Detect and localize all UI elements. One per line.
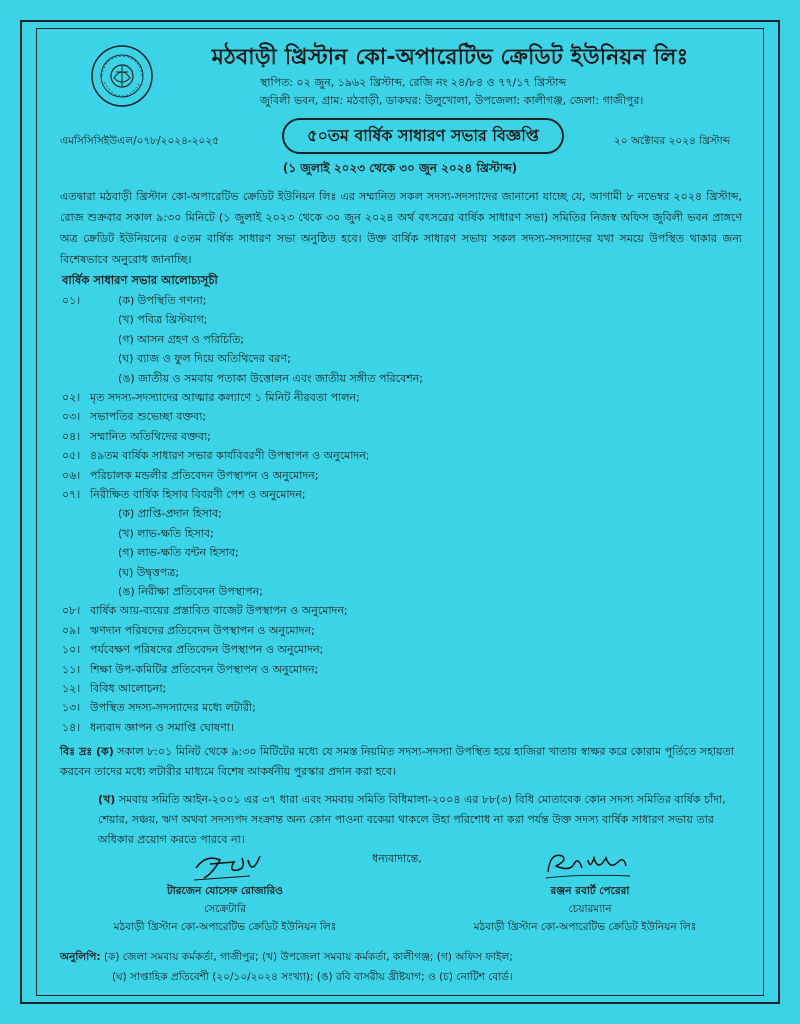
- copies-text-1: (ক) জেলা সমবায় কর্মকর্তা, গাজীপুর; (খ) উপজেলা সমবায় কর্মকর্তা, কালীগঞ্জ; (গ) অফিস ফাইল;: [103, 951, 513, 963]
- agenda-item-number: ০২।: [62, 391, 81, 404]
- intro-paragraph: এতদ্বারা মঠবাড়ী খ্রিস্টান কো-অপারেটিভ ক্রেডিট ইউনিয়ন লিঃ এর সম্মানিত সকল সদস্য-সদস্যাদের জানানো যাচ্ছে যে, আগামী ৮ নভেম্বর ২০২৪ খ্রিস্টাব্দ, রোজ শুক্রবার সকাল ৯:৩০ মিনিটে (১ জুলাই ২০২৩ থেকে ৩০ জুন ২০২৪ অর্থ বৎসরের বার্ষিক সাধারণ সভা) সমিতির নিজস্ব অফিস জুবিলী ভবন প্রাঙ্গণে অত্র ক্রেডিট ইউনিয়নের ৫০তম বার্ষিক সাধারণ সভা অনুষ্ঠিত হবে। উক্ত বার্ষিক সাধারণ সভায় সকল সদস্য-সদস্যাদের যথা সময়ে উপস্থিত থাকার জন্য বিশেষভাবে অনুরোধ জানাচ্ছি।: [60, 190, 742, 266]
- agenda-sub-item: (ক) প্রাপ্তি-প্রদান হিসাব;: [118, 507, 222, 521]
- agenda-item-text: ৪৯তম বার্ষিক সাধারণ সভার কার্যবিবরণী উপস্থাপন ও অনুমোদন;: [90, 449, 370, 463]
- agenda-item-number: ০৪।: [62, 429, 81, 443]
- chairman-signature: [540, 846, 640, 882]
- notice-title-banner: [282, 118, 564, 154]
- agenda-item-text: সম্মানিত অতিথিদের বক্তব্য;: [90, 429, 211, 443]
- copies-line-2: (ঘ) সাপ্তাহিক প্রতিবেশী (২০/১০/২০২৪ সংখ্যা); (ঙ) রবি বাসরীয় খ্রীষ্টযাগ; ও (চ) নোটিশ বোর্ড।: [112, 971, 513, 983]
- agenda-item-number: ০৯।: [62, 623, 81, 637]
- agenda-item-text: সভাপতির শুভেচ্ছা বক্তব্য;: [90, 410, 207, 424]
- secretary-org: মঠবাড়ী খ্রিস্টান কো-অপারেটিভ ক্রেডিট ইউনিয়ন লিঃ: [113, 921, 337, 933]
- agenda-item-text: উপস্থিত সদস্য-সদস্যাদের মধ্যে লটারী;: [90, 701, 256, 715]
- org-logo-seal: [90, 44, 154, 108]
- agenda-sub-item: (ঘ) উদ্বৃত্তপত্র;: [118, 565, 180, 579]
- agenda-item-text: বিবিধ আলোচনা;: [90, 682, 167, 695]
- agenda-item-number: ১২।: [62, 682, 81, 695]
- agenda-sub-item: (খ) লাভ-ক্ষতি হিসাব;: [118, 526, 214, 540]
- agenda-item-text: নিরীক্ষিত বার্ষিক হিসাব বিবরণী পেশ ও অনুমোদন;: [90, 488, 306, 501]
- note-a: [60, 742, 740, 782]
- agenda-item-number: ০৩।: [62, 410, 81, 424]
- note-a-text: সকাল ৮:০১ মিনিট থেকে ৯:৩০ মিটিটের মধ্যে যে সমস্ত নিয়মিত সদস্য-সদস্যা উপস্থিত হয়ে হাজিরা খাতায় স্বাক্ষর করে কোরাম পূর্তিতে সহায়তা করবেন তাদের মধ্যে লটারীর মাধ্যমে বিশেষ আকর্ষনীয় পুরস্কার প্রদান করা হবে।: [60, 745, 734, 778]
- chairman-role: চেয়ারম্যান: [568, 903, 612, 915]
- agenda-sub-item: (ঙ) নিরীক্ষা প্রতিবেদন উপস্থাপন;: [118, 585, 263, 598]
- agenda-item-number: ০৭।: [62, 488, 81, 501]
- notice-title: ৫০তম বার্ষিক সাধারণ সভার বিজ্ঞপ্তি: [307, 125, 539, 145]
- closing-text: ধন্যবাদান্তে,: [372, 852, 422, 865]
- agenda-item-text: শিক্ষা উপ-কমিটির প্রতিবেদন উপস্থাপন ও অনুমোদন;: [90, 662, 319, 676]
- note-b-label: (খ): [98, 793, 116, 806]
- agenda-item-number: ০৮।: [62, 604, 81, 618]
- agenda-heading: বার্ষিক সাধারণ সভার আলোচ্যসূচী: [62, 273, 218, 287]
- agenda-item-text: ঋণদান পরিষদের প্রতিবেদন উপস্থাপন ও অনুমোদন;: [90, 623, 315, 637]
- reference-number: এমসিসিসিইউএল/০৭৮/২০২৪-২০২৫: [60, 135, 220, 147]
- agenda-sub-item: (ঙ) জাতীয় ও সমবায় পতাকা উত্তোলন এবং জাতীয় সঙ্গীত পরিবেশন;: [118, 371, 423, 385]
- agenda-item-number: ০৫।: [62, 449, 81, 463]
- note-b: [98, 790, 740, 850]
- agenda-item-text: পরিচালক মন্ডলীর প্রতিবেদন উপস্থাপন ও অনুমোদন;: [90, 468, 319, 482]
- establishment-line: স্থাপিত: ০২ জুন, ১৯৬২ খ্রিস্টাব্দ, রেজি নং ২৪/৮৪ ও ৭৭/১৭ খ্রিস্টাব্দ: [260, 76, 567, 89]
- agenda-item-text: মৃত সদস্য-সদস্যাদের আত্মার কল্যাণে ১ মিনিট নীরবতা পালন;: [90, 391, 360, 404]
- agenda-sub-item: (খ) পবিত্র খ্রিস্টযাগ;: [118, 313, 208, 327]
- secretary-signature: [190, 850, 270, 884]
- agenda-sub-item: (গ) আসন গ্রহণ ও পরিচিতি;: [118, 332, 245, 346]
- copies-label: অনুলিপি:: [60, 951, 101, 963]
- agenda-sub-item: (ক) উপস্থিতি গণনা;: [118, 294, 207, 307]
- agenda-item-number: ১০।: [62, 643, 81, 657]
- agenda-item-text: পর্যবেক্ষণ পরিষদের প্রতিবেদন উপস্থাপন ও অনুমোদন;: [90, 643, 324, 657]
- chairman-org: মঠবাড়ী খ্রিস্টান কো-অপারেটিভ ক্রেডিট ইউনিয়ন লিঃ: [473, 921, 697, 933]
- secretary-name: টারজেন যোসেফ রোজারিও: [167, 885, 283, 897]
- copies-line-1: [60, 950, 513, 967]
- secretary-role: সেক্রেটারি: [204, 903, 246, 915]
- agenda-item-number: ১১।: [62, 662, 81, 676]
- agenda-item-number: ১৪।: [62, 720, 81, 734]
- org-name: মঠবাড়ী খ্রিস্টান কো-অপারেটিভ ক্রেডিট ইউনিয়ন লিঃ: [211, 45, 689, 70]
- agenda-item-number: ০১।: [62, 294, 81, 307]
- agenda-item-text: বার্ষিক আয়-ব্যয়ের প্রস্তাবিত বাজেট উপস্থাপন ও অনুমোদন;: [90, 604, 348, 618]
- notice-date: ২০ অক্টোবর ২০২৪ খ্রিস্টাব্দ: [613, 135, 730, 147]
- agenda-sub-item: (ঘ) ব্যাজ ও ফুল দিয়ে অতিথিদের বরণ;: [118, 352, 291, 366]
- address-line: জুবিলী ভবন, গ্রাম: মঠবাড়ী, ডাকঘর: উলুখোলা, উপজেলা: কালীগঞ্জ, জেলা: গাজীপুর।: [260, 94, 644, 107]
- agenda-item-number: ১৩।: [62, 701, 81, 715]
- note-b-text: সমবায় সমিতি আইন-২০০১ এর ৩৭ ধারা এবং সমবায় সমিতি বিধিমালা-২০০৪ এর ৮৮(৩) বিধি মোতাবেক কোন সদস্য সমিতির বার্ষিক চাঁদা, শেয়ার, সঞ্চয়, ঋণ অথবা সদস্যপদ সংক্রান্ত অন্য কোন পাওনা বকেয়া থাকলে উহা পরিশোধ না করা পর্যন্ত উক্ত সদস্য বার্ষিক সাধারণ সভায় তার অধিকার প্রয়োগ করতে পারবে না।: [98, 793, 726, 846]
- note-a-label: বিঃ দ্রঃ (ক): [60, 745, 114, 758]
- chairman-name: রঞ্জন রবার্ট পেরেরা: [550, 885, 630, 897]
- fiscal-period: (১ জুলাই ২০২৩ থেকে ৩০ জুন ২০২৪ খ্রিস্টাব্দ): [282, 161, 518, 175]
- agenda-sub-item: (গ) লাভ-ক্ষতি বন্টন হিসাব;: [118, 546, 239, 560]
- agenda-item-number: ০৬।: [62, 468, 81, 482]
- agenda-item-text: ধন্যবাদ জ্ঞাপন ও সমাপ্তি ঘোষণা।: [90, 720, 234, 734]
